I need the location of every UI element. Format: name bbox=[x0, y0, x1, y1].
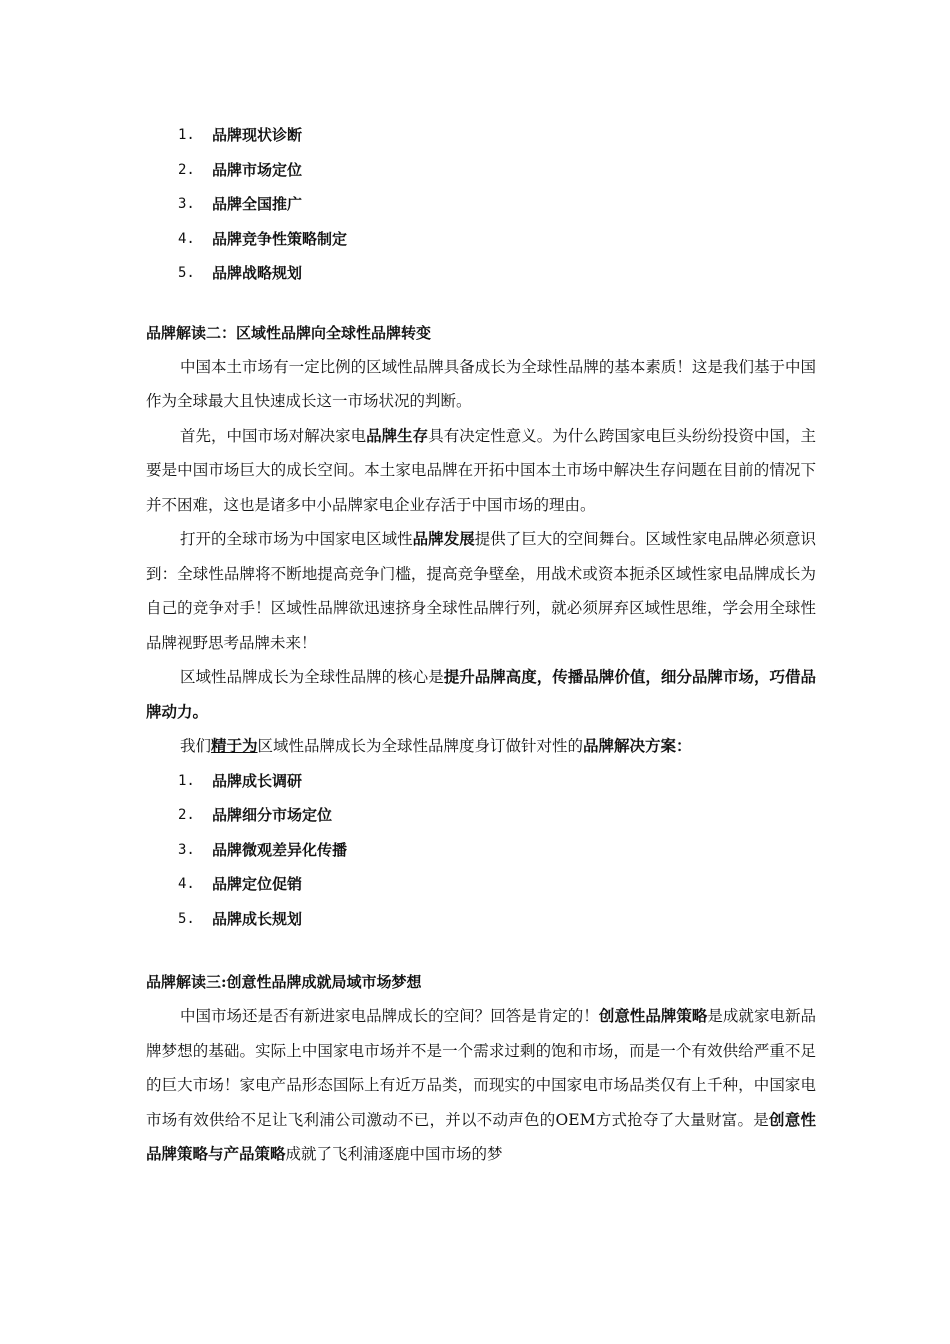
list-text: 品牌定位促销 bbox=[212, 875, 303, 893]
paragraph bbox=[146, 660, 816, 729]
paragraph bbox=[146, 522, 816, 660]
list-item bbox=[146, 256, 816, 291]
list-number: 2. bbox=[178, 807, 195, 823]
paragraph bbox=[146, 419, 816, 523]
bold-text: 创意性品牌策略 bbox=[598, 1006, 708, 1025]
underlined-text: 精于为 bbox=[211, 736, 258, 755]
list-text: 品牌战略规划 bbox=[212, 264, 303, 282]
list-number: 3. bbox=[178, 196, 195, 212]
list-item bbox=[146, 867, 816, 902]
text-run: 中国市场还是否有新进家电品牌成长的空间？回答是肯定的！ bbox=[180, 1007, 599, 1025]
list-text: 品牌微观差异化传播 bbox=[212, 840, 348, 859]
list-item bbox=[146, 902, 816, 937]
section-heading-2: 品牌解读二：区域性品牌向全球性品牌转变 bbox=[146, 323, 432, 342]
bold-text: 创意性品牌策略与产品策略 bbox=[146, 1109, 816, 1163]
text-run: 我们 bbox=[180, 737, 212, 755]
list-item bbox=[146, 222, 816, 257]
list-number: 3. bbox=[178, 841, 195, 858]
bold-text: 品牌发展 bbox=[412, 529, 475, 548]
solution-list-1 bbox=[146, 118, 816, 291]
list-text: 品牌成长调研 bbox=[212, 771, 303, 790]
bold-text: 提升品牌高度，传播品牌价值，细分品牌市场，巧借品牌动力。 bbox=[146, 667, 816, 721]
list-item bbox=[146, 798, 816, 833]
list-number: 5. bbox=[178, 265, 195, 281]
paragraph bbox=[146, 999, 816, 1172]
text-run: 成就了飞利浦逐鹿中国市场的梦 bbox=[285, 1145, 503, 1163]
text-run: 区域性品牌成长为全球性品牌度身订做针对性的 bbox=[257, 737, 584, 755]
text-run: 是成就家电新品牌梦想的基础。实际上中国家电市场并不是一个需求过剩的饱和市场，而是一个有效供给严重不足的巨大市场！家电产品形态国际上有近万品类，而现实的中国家电市场品类仅有上千种，中国家电市场有效供给不足让飞利浦公司激动不已，并以不动声色的OEM方式抢夺了大量财富。是 bbox=[146, 1007, 816, 1129]
text-run: 区域性品牌成长为全球性品牌的核心是 bbox=[180, 668, 444, 686]
list-item bbox=[146, 187, 816, 222]
list-number: 1. bbox=[178, 127, 195, 143]
list-item bbox=[146, 764, 816, 799]
list-number: 4. bbox=[178, 230, 195, 247]
section-heading-3: 品牌解读三:创意性品牌成就局域市场梦想 bbox=[146, 973, 422, 991]
list-number: 4. bbox=[178, 876, 195, 892]
list-number: 2. bbox=[178, 161, 195, 178]
bold-text: 品牌解决方案： bbox=[583, 736, 692, 755]
paragraph: 中国本土市场有一定比例的区域性品牌具备成长为全球性品牌的基本素质！这是我们基于中国作为全球最大且快速成长这一市场状况的判断。 bbox=[146, 357, 816, 410]
list-number: 1. bbox=[178, 772, 195, 789]
text-run: 打开的全球市场为中国家电区域性 bbox=[180, 530, 413, 548]
text-run: 首先，中国市场对解决家电 bbox=[180, 426, 367, 445]
list-text: 品牌全国推广 bbox=[212, 195, 303, 213]
document-content bbox=[146, 118, 816, 1172]
list-text: 品牌现状诊断 bbox=[212, 126, 303, 144]
text-run: 具有决定性意义。为什么跨国家电巨头纷纷投资中国，主要是中国市场巨大的成长空间。本土家电品牌在开拓中国本土市场中解决生存问题在目前的情况下并不困难，这也是诸多中小品牌家电企业存活于中国市场的理由。 bbox=[146, 426, 816, 514]
list-text: 品牌成长规划 bbox=[212, 909, 303, 928]
bold-text: 品牌生存 bbox=[366, 425, 429, 445]
text-run: 提供了巨大的空间舞台。区域性家电品牌必须意识到：全球性品牌将不断地提高竞争门槛，提高竞争壁垒，用战术或资本扼杀区域性家电品牌成长为自己的竞争对手！区域性品牌欲迅速挤身全球性品牌行列，就必须屏弃区域性思维，学会用全球性品牌视野思考品牌未来！ bbox=[146, 530, 816, 652]
list-text: 品牌细分市场定位 bbox=[212, 806, 333, 824]
list-text: 品牌竞争性策略制定 bbox=[212, 229, 348, 248]
solution-list-2 bbox=[146, 764, 816, 937]
list-item bbox=[146, 833, 816, 868]
list-item bbox=[146, 153, 816, 188]
list-item bbox=[146, 118, 816, 153]
list-number: 5. bbox=[178, 910, 195, 927]
list-text: 品牌市场定位 bbox=[212, 160, 303, 179]
paragraph bbox=[146, 729, 816, 764]
